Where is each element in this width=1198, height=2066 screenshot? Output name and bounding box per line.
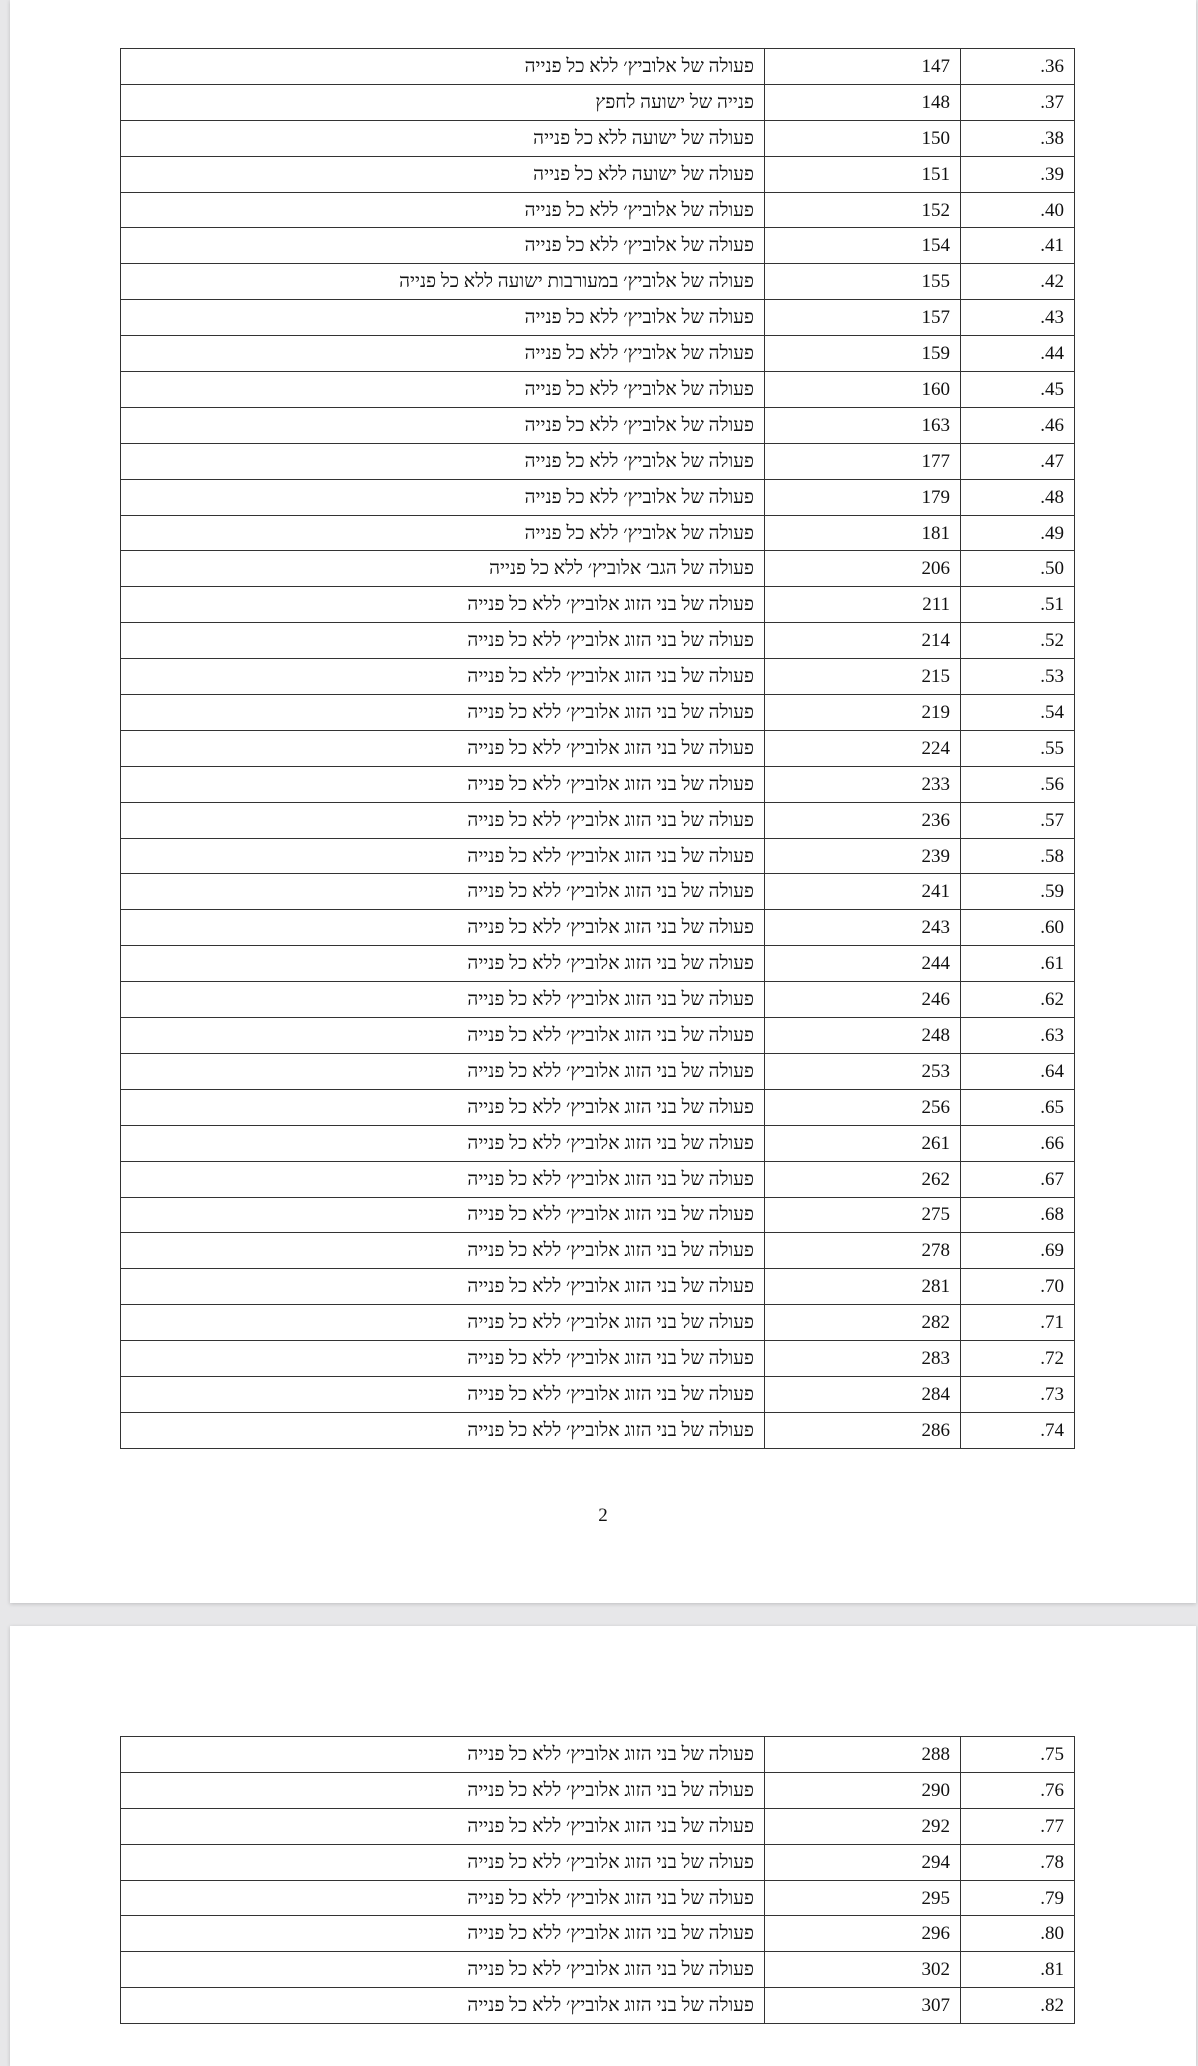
description-cell: פעולה של בני הזוג אלוביץ׳ ללא כל פנייה	[121, 695, 765, 731]
row-number-cell: 51.	[961, 587, 1075, 623]
description-cell: פעולה של בני הזוג אלוביץ׳ ללא כל פנייה	[121, 1125, 765, 1161]
page-reference-cell: 239	[765, 838, 961, 874]
row-number-cell: 81.	[961, 1952, 1075, 1988]
description-cell: פעולה של בני הזוג אלוביץ׳ ללא כל פנייה	[121, 1952, 765, 1988]
table-row	[121, 874, 1075, 910]
row-number-cell: 69.	[961, 1233, 1075, 1269]
description-cell: פעולה של הגב׳ אלוביץ׳ ללא כל פנייה	[121, 551, 765, 587]
description-cell: פעולה של בני הזוג אלוביץ׳ ללא כל פנייה	[121, 1772, 765, 1808]
description-cell: פעולה של ישועה ללא כל פנייה	[121, 156, 765, 192]
description-cell: פעולה של בני הזוג אלוביץ׳ ללא כל פנייה	[121, 1053, 765, 1089]
description-cell: פעולה של בני הזוג אלוביץ׳ ללא כל פנייה	[121, 1018, 765, 1054]
row-number-cell: 37.	[961, 84, 1075, 120]
page-reference-cell: 151	[765, 156, 961, 192]
page-reference-cell: 246	[765, 982, 961, 1018]
row-number-cell: 68.	[961, 1197, 1075, 1233]
row-number-cell: 62.	[961, 982, 1075, 1018]
table-row	[121, 695, 1075, 731]
row-number-cell: 64.	[961, 1053, 1075, 1089]
table-row	[121, 372, 1075, 408]
description-cell: פעולה של אלוביץ׳ ללא כל פנייה	[121, 443, 765, 479]
description-cell: פעולה של בני הזוג אלוביץ׳ ללא כל פנייה	[121, 623, 765, 659]
page-reference-cell: 179	[765, 479, 961, 515]
description-cell: פעולה של בני הזוג אלוביץ׳ ללא כל פנייה	[121, 838, 765, 874]
table-row	[121, 551, 1075, 587]
description-cell: פעולה של בני הזוג אלוביץ׳ ללא כל פנייה	[121, 910, 765, 946]
row-number-cell: 50.	[961, 551, 1075, 587]
table-row	[121, 479, 1075, 515]
page-reference-cell: 241	[765, 874, 961, 910]
page-reference-cell: 283	[765, 1341, 961, 1377]
description-cell: פעולה של בני הזוג אלוביץ׳ ללא כל פנייה	[121, 1305, 765, 1341]
description-cell: פעולה של בני הזוג אלוביץ׳ ללא כל פנייה	[121, 982, 765, 1018]
row-number-cell: 58.	[961, 838, 1075, 874]
page-reference-cell: 284	[765, 1376, 961, 1412]
description-cell: פעולה של בני הזוג אלוביץ׳ ללא כל פנייה	[121, 1988, 765, 2024]
table-row	[121, 838, 1075, 874]
row-number-cell: 53.	[961, 659, 1075, 695]
page-reference-cell: 181	[765, 515, 961, 551]
description-cell: פעולה של בני הזוג אלוביץ׳ ללא כל פנייה	[121, 1269, 765, 1305]
description-cell: פעולה של אלוביץ׳ ללא כל פנייה	[121, 479, 765, 515]
table-row	[121, 1737, 1075, 1773]
table-row	[121, 1089, 1075, 1125]
row-number-cell: 42.	[961, 264, 1075, 300]
description-cell: פעולה של אלוביץ׳ במעורבות ישועה ללא כל פנייה	[121, 264, 765, 300]
description-cell: פעולה של בני הזוג אלוביץ׳ ללא כל פנייה	[121, 1808, 765, 1844]
page-reference-cell: 248	[765, 1018, 961, 1054]
description-cell: פעולה של בני הזוג אלוביץ׳ ללא כל פנייה	[121, 1341, 765, 1377]
row-number-cell: 74.	[961, 1412, 1075, 1448]
row-number-cell: 77.	[961, 1808, 1075, 1844]
table-row	[121, 1018, 1075, 1054]
page-reference-cell: 157	[765, 300, 961, 336]
table-row	[121, 515, 1075, 551]
description-cell: פעולה של בני הזוג אלוביץ׳ ללא כל פנייה	[121, 946, 765, 982]
description-cell: פעולה של אלוביץ׳ ללא כל פנייה	[121, 228, 765, 264]
row-number-cell: 54.	[961, 695, 1075, 731]
row-number-cell: 44.	[961, 336, 1075, 372]
description-cell: פעולה של בני הזוג אלוביץ׳ ללא כל פנייה	[121, 1844, 765, 1880]
description-cell: פעולה של אלוביץ׳ ללא כל פנייה	[121, 300, 765, 336]
row-number-cell: 52.	[961, 623, 1075, 659]
row-number-cell: 47.	[961, 443, 1075, 479]
table-row	[121, 946, 1075, 982]
page-reference-cell: 244	[765, 946, 961, 982]
references-table-body	[121, 1737, 1075, 2024]
page-reference-cell: 288	[765, 1737, 961, 1773]
table-row	[121, 910, 1075, 946]
row-number-cell: 61.	[961, 946, 1075, 982]
page-reference-cell: 236	[765, 802, 961, 838]
table-row	[121, 1844, 1075, 1880]
page-number: 2	[598, 1505, 608, 1526]
row-number-cell: 45.	[961, 372, 1075, 408]
table-row	[121, 120, 1075, 156]
table-row	[121, 623, 1075, 659]
table-row	[121, 407, 1075, 443]
page-reference-cell: 295	[765, 1880, 961, 1916]
row-number-cell: 59.	[961, 874, 1075, 910]
row-number-cell: 41.	[961, 228, 1075, 264]
row-number-cell: 43.	[961, 300, 1075, 336]
row-number-cell: 49.	[961, 515, 1075, 551]
table-row	[121, 1269, 1075, 1305]
row-number-cell: 82.	[961, 1988, 1075, 2024]
page-reference-cell: 292	[765, 1808, 961, 1844]
table-row	[121, 802, 1075, 838]
page-reference-cell: 275	[765, 1197, 961, 1233]
row-number-cell: 38.	[961, 120, 1075, 156]
document-page-3	[10, 1626, 1196, 2066]
table-row	[121, 1305, 1075, 1341]
description-cell: פעולה של בני הזוג אלוביץ׳ ללא כל פנייה	[121, 1376, 765, 1412]
page-reference-cell: 160	[765, 372, 961, 408]
table-row	[121, 192, 1075, 228]
row-number-cell: 76.	[961, 1772, 1075, 1808]
page-reference-cell: 215	[765, 659, 961, 695]
page-reference-cell: 159	[765, 336, 961, 372]
table-row	[121, 1125, 1075, 1161]
table-row	[121, 228, 1075, 264]
page-reference-cell: 294	[765, 1844, 961, 1880]
row-number-cell: 79.	[961, 1880, 1075, 1916]
table-row	[121, 49, 1075, 85]
table-row	[121, 1880, 1075, 1916]
table-row	[121, 730, 1075, 766]
description-cell: פעולה של בני הזוג אלוביץ׳ ללא כל פנייה	[121, 1737, 765, 1773]
description-cell: פעולה של בני הזוג אלוביץ׳ ללא כל פנייה	[121, 1161, 765, 1197]
table-row	[121, 659, 1075, 695]
table-row	[121, 587, 1075, 623]
page-reference-cell: 147	[765, 49, 961, 85]
description-cell: פעולה של בני הזוג אלוביץ׳ ללא כל פנייה	[121, 730, 765, 766]
description-cell: פעולה של אלוביץ׳ ללא כל פנייה	[121, 407, 765, 443]
table-row	[121, 1412, 1075, 1448]
page-reference-cell: 278	[765, 1233, 961, 1269]
page-reference-cell: 163	[765, 407, 961, 443]
page-reference-cell: 253	[765, 1053, 961, 1089]
description-cell: פעולה של בני הזוג אלוביץ׳ ללא כל פנייה	[121, 587, 765, 623]
row-number-cell: 78.	[961, 1844, 1075, 1880]
description-cell: פעולה של ישועה ללא כל פנייה	[121, 120, 765, 156]
row-number-cell: 60.	[961, 910, 1075, 946]
page-reference-cell: 154	[765, 228, 961, 264]
page-reference-cell: 233	[765, 766, 961, 802]
page-reference-cell: 152	[765, 192, 961, 228]
document-page-2	[10, 0, 1196, 1603]
page-reference-cell: 214	[765, 623, 961, 659]
row-number-cell: 66.	[961, 1125, 1075, 1161]
page-reference-cell: 261	[765, 1125, 961, 1161]
page-reference-cell: 262	[765, 1161, 961, 1197]
table-row	[121, 1341, 1075, 1377]
table-row	[121, 443, 1075, 479]
row-number-cell: 73.	[961, 1376, 1075, 1412]
page-reference-cell: 219	[765, 695, 961, 731]
row-number-cell: 65.	[961, 1089, 1075, 1125]
page-reference-cell: 206	[765, 551, 961, 587]
description-cell: פעולה של אלוביץ׳ ללא כל פנייה	[121, 192, 765, 228]
table-row	[121, 766, 1075, 802]
description-cell: פעולה של בני הזוג אלוביץ׳ ללא כל פנייה	[121, 766, 765, 802]
row-number-cell: 67.	[961, 1161, 1075, 1197]
table-row	[121, 84, 1075, 120]
description-cell: פנייה של ישועה לחפץ	[121, 84, 765, 120]
description-cell: פעולה של אלוביץ׳ ללא כל פנייה	[121, 49, 765, 85]
row-number-cell: 63.	[961, 1018, 1075, 1054]
row-number-cell: 70.	[961, 1269, 1075, 1305]
table-row	[121, 156, 1075, 192]
table-row	[121, 1916, 1075, 1952]
table-row	[121, 1808, 1075, 1844]
page-reference-cell: 148	[765, 84, 961, 120]
table-row	[121, 300, 1075, 336]
table-row	[121, 1233, 1075, 1269]
description-cell: פעולה של בני הזוג אלוביץ׳ ללא כל פנייה	[121, 874, 765, 910]
description-cell: פעולה של בני הזוג אלוביץ׳ ללא כל פנייה	[121, 1089, 765, 1125]
table-row	[121, 264, 1075, 300]
page-reference-cell: 281	[765, 1269, 961, 1305]
description-cell: פעולה של בני הזוג אלוביץ׳ ללא כל פנייה	[121, 659, 765, 695]
page-reference-cell: 177	[765, 443, 961, 479]
row-number-cell: 71.	[961, 1305, 1075, 1341]
table-row	[121, 1053, 1075, 1089]
references-table	[120, 1736, 1075, 2024]
page-reference-cell: 211	[765, 587, 961, 623]
description-cell: פעולה של בני הזוג אלוביץ׳ ללא כל פנייה	[121, 802, 765, 838]
description-cell: פעולה של בני הזוג אלוביץ׳ ללא כל פנייה	[121, 1916, 765, 1952]
page-reference-cell: 290	[765, 1772, 961, 1808]
table-row	[121, 1161, 1075, 1197]
row-number-cell: 36.	[961, 49, 1075, 85]
table-row	[121, 1772, 1075, 1808]
page-reference-cell: 224	[765, 730, 961, 766]
page-reference-cell: 155	[765, 264, 961, 300]
table-row	[121, 1988, 1075, 2024]
row-number-cell: 56.	[961, 766, 1075, 802]
row-number-cell: 55.	[961, 730, 1075, 766]
table-row	[121, 336, 1075, 372]
description-cell: פעולה של אלוביץ׳ ללא כל פנייה	[121, 336, 765, 372]
table-row	[121, 982, 1075, 1018]
row-number-cell: 39.	[961, 156, 1075, 192]
references-table-body	[121, 49, 1075, 1449]
page-reference-cell: 243	[765, 910, 961, 946]
row-number-cell: 40.	[961, 192, 1075, 228]
description-cell: פעולה של בני הזוג אלוביץ׳ ללא כל פנייה	[121, 1233, 765, 1269]
table-row	[121, 1197, 1075, 1233]
page-reference-cell: 150	[765, 120, 961, 156]
description-cell: פעולה של בני הזוג אלוביץ׳ ללא כל פנייה	[121, 1197, 765, 1233]
row-number-cell: 57.	[961, 802, 1075, 838]
row-number-cell: 46.	[961, 407, 1075, 443]
description-cell: פעולה של בני הזוג אלוביץ׳ ללא כל פנייה	[121, 1880, 765, 1916]
page-reference-cell: 256	[765, 1089, 961, 1125]
description-cell: פעולה של בני הזוג אלוביץ׳ ללא כל פנייה	[121, 1412, 765, 1448]
references-table	[120, 48, 1075, 1449]
row-number-cell: 75.	[961, 1737, 1075, 1773]
description-cell: פעולה של אלוביץ׳ ללא כל פנייה	[121, 372, 765, 408]
row-number-cell: 48.	[961, 479, 1075, 515]
table-row	[121, 1376, 1075, 1412]
page-reference-cell: 307	[765, 1988, 961, 2024]
row-number-cell: 72.	[961, 1341, 1075, 1377]
page-reference-cell: 286	[765, 1412, 961, 1448]
page-reference-cell: 282	[765, 1305, 961, 1341]
description-cell: פעולה של אלוביץ׳ ללא כל פנייה	[121, 515, 765, 551]
table-row	[121, 1952, 1075, 1988]
page-reference-cell: 302	[765, 1952, 961, 1988]
page-reference-cell: 296	[765, 1916, 961, 1952]
row-number-cell: 80.	[961, 1916, 1075, 1952]
